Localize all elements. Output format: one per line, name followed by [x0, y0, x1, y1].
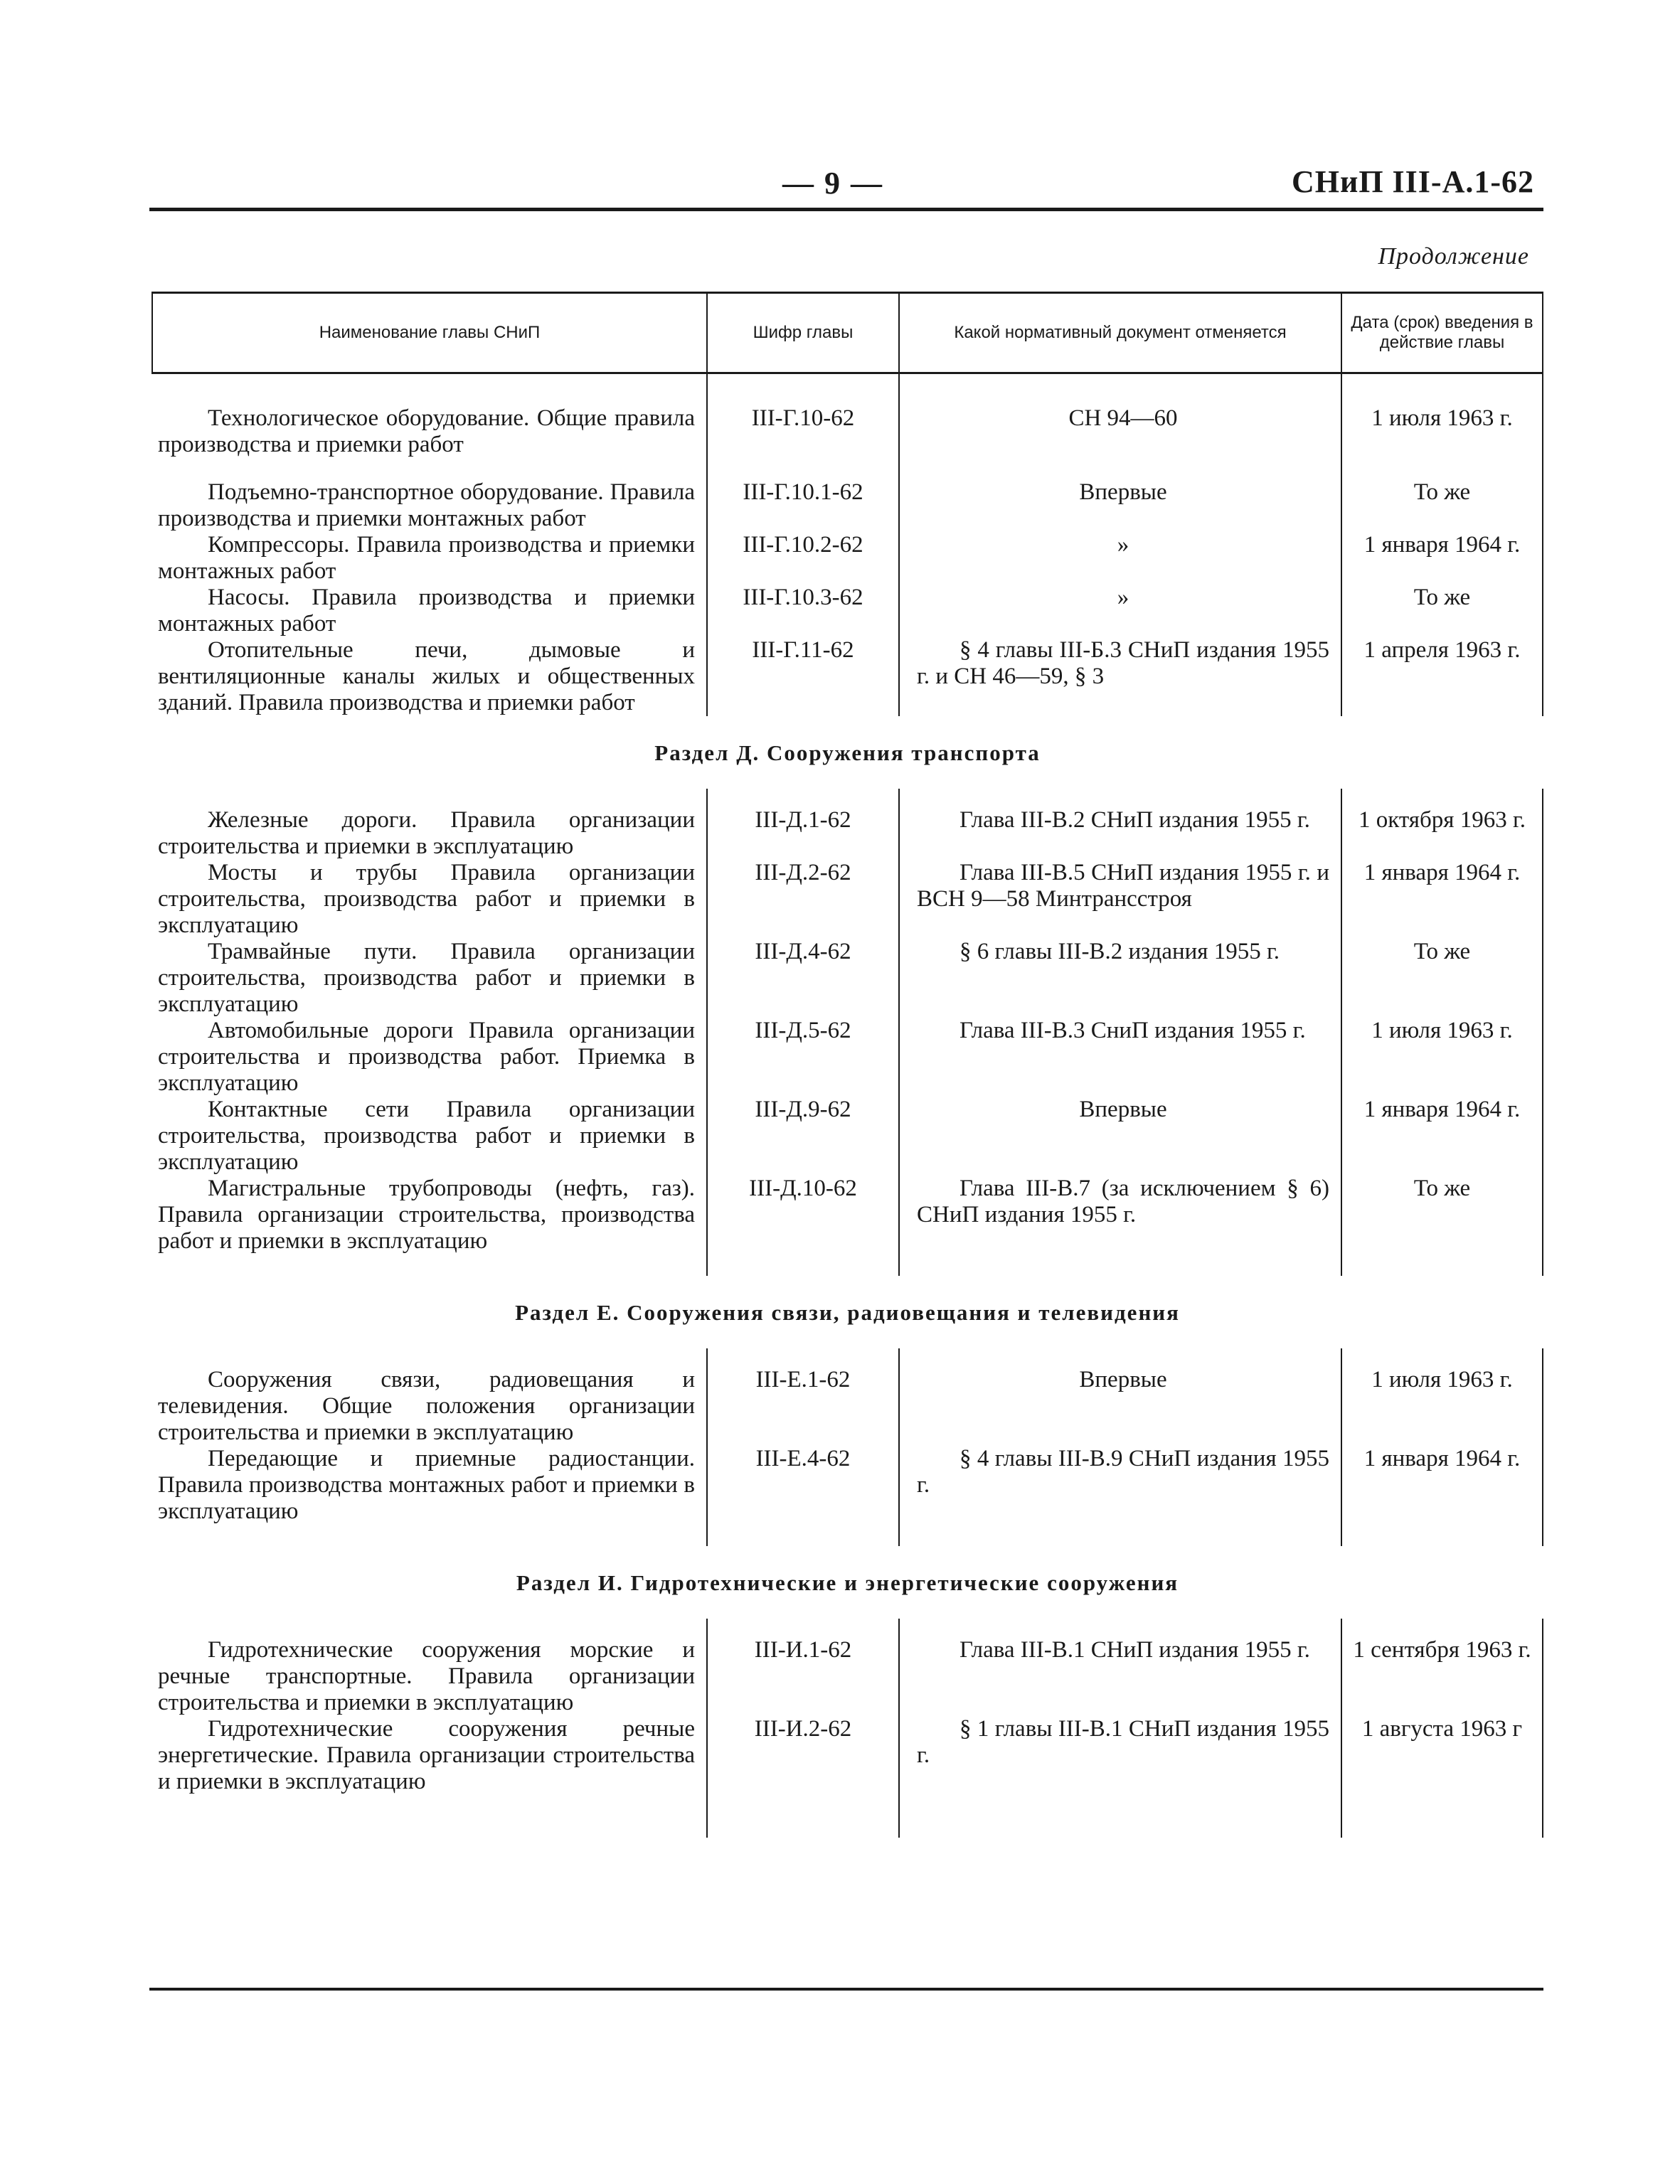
chapter-code: III-Д.2-62 [707, 860, 899, 939]
replaced-document: § 1 главы III-В.1 СНиП издания 1955 г. [899, 1716, 1341, 1838]
chapter-code: III-Е.4-62 [707, 1446, 899, 1546]
table-row [152, 373, 1543, 480]
table-row [152, 532, 1543, 585]
chapter-name: Трамвайные пути. Правила организации строительства, производства работ и приемки в эксплуатацию [158, 939, 695, 1017]
table-row [152, 1097, 1543, 1176]
table-row [152, 1716, 1543, 1838]
header-rule [149, 208, 1543, 211]
replaced-document: Впервые [899, 1348, 1341, 1446]
effective-date: 1 сентября 1963 г. [1341, 1619, 1543, 1716]
table-row [152, 1446, 1543, 1546]
effective-date: 1 апреля 1963 г. [1341, 637, 1543, 716]
document-code: СНиП III-А.1-62 [1291, 164, 1534, 199]
page-number: — 9 — [782, 166, 883, 201]
replaced-document: СН 94—60 [899, 373, 1341, 480]
replaced-document: § 6 главы III-В.2 издания 1955 г. [899, 939, 1341, 1018]
chapter-code: III-Д.9-62 [707, 1097, 899, 1176]
replaced-document: » [899, 532, 1341, 585]
chapter-code: III-Д.4-62 [707, 939, 899, 1018]
replaced-document: § 4 главы III-Б.3 СНиП издания 1955 г. и СН 46—59, § 3 [899, 637, 1341, 716]
effective-date: 1 июля 1963 г. [1341, 373, 1543, 480]
chapter-name: Мосты и трубы Правила организации строительства, производства работ и приемки в эксплуатацию [158, 860, 695, 938]
section-heading-row [152, 1276, 1543, 1348]
effective-date: 1 августа 1963 г [1341, 1716, 1543, 1838]
replaced-document: Глава III-В.1 СНиП издания 1955 г. [899, 1619, 1341, 1716]
table-row [152, 585, 1543, 637]
chapter-code: III-Д.1-62 [707, 789, 899, 860]
chapter-code: III-Г.10.1-62 [707, 479, 899, 532]
section-heading-row [152, 1546, 1543, 1619]
effective-date: 1 января 1964 г. [1341, 1446, 1543, 1546]
normative-table [151, 292, 1543, 1838]
chapter-name: Сооружения связи, радиовещания и телевидения. Общие положения организации строительства и приемки в эксплуатацию [158, 1367, 695, 1445]
replaced-document: Впервые [899, 1097, 1341, 1176]
replaced-document: Впервые [899, 479, 1341, 532]
effective-date: 1 июля 1963 г. [1341, 1018, 1543, 1097]
effective-date: 1 января 1964 г. [1341, 1097, 1543, 1176]
chapter-code: III-И.1-62 [707, 1619, 899, 1716]
chapter-name: Контактные сети Правила организации строительства, производства работ и приемки в эксплуатацию [158, 1097, 695, 1175]
chapter-code: III-Д.10-62 [707, 1176, 899, 1276]
table-row [152, 1619, 1543, 1716]
chapter-name: Железные дороги. Правила организации строительства и приемки в эксплуатацию [158, 807, 695, 859]
chapter-name: Магистральные трубопроводы (нефть, газ). Правила организации строительства, производства работ и приемки в эксплуатацию [158, 1176, 695, 1254]
table-row [152, 1176, 1543, 1276]
chapter-code: III-Г.11-62 [707, 637, 899, 716]
section-title: Раздел И. Гидротехнические и энергетические сооружения [516, 1570, 1179, 1595]
chapter-code: III-Д.5-62 [707, 1018, 899, 1097]
table-bottom-rule [149, 1988, 1543, 1991]
chapter-name: Гидротехнические сооружения морские и речные транспортные. Правила организации строительства и приемки в эксплуатацию [158, 1637, 695, 1715]
table-row [152, 1348, 1543, 1446]
table-row [152, 860, 1543, 939]
effective-date: То же [1341, 1176, 1543, 1276]
section-title: Раздел Е. Сооружения связи, радиовещания и телевидения [515, 1299, 1180, 1325]
chapter-name: Подъемно-транспортное оборудование. Правила производства и приемки монтажных работ [158, 479, 695, 531]
chapter-name: Насосы. Правила производства и приемки монтажных работ [158, 585, 695, 636]
table-header-row [152, 293, 1543, 373]
replaced-document: Глава III-В.3 СниП издания 1955 г. [899, 1018, 1341, 1097]
column-header-document: Какой нормативный документ отменяется [899, 293, 1341, 373]
chapter-name: Передающие и приемные радиостанции. Правила производства монтажных работ и приемки в эксплуатацию [158, 1446, 695, 1524]
chapter-name: Технологическое оборудование. Общие правила производства и приемки работ [158, 405, 695, 457]
effective-date: То же [1341, 479, 1543, 532]
section-title: Раздел Д. Сооружения транспорта [654, 740, 1041, 765]
chapter-code: III-Г.10.3-62 [707, 585, 899, 637]
column-header-code: Шифр главы [707, 293, 899, 373]
effective-date: 1 января 1964 г. [1341, 532, 1543, 585]
replaced-document: » [899, 585, 1341, 637]
chapter-code: III-Г.10-62 [707, 373, 899, 480]
effective-date: 1 января 1964 г. [1341, 860, 1543, 939]
chapter-code: III-Г.10.2-62 [707, 532, 899, 585]
chapter-name: Автомобильные дороги Правила организации строительства и производства работ. Приемка в эксплуатацию [158, 1018, 695, 1096]
replaced-document: Глава III-В.5 СНиП издания 1955 г. и ВСН 9—58 Минтрансстроя [899, 860, 1341, 939]
chapter-code: III-Е.1-62 [707, 1348, 899, 1446]
section-heading-row [152, 716, 1543, 789]
table-row [152, 637, 1543, 716]
column-header-date: Дата (срок) введения в действие главы [1341, 293, 1543, 373]
chapter-name: Компрессоры. Правила производства и приемки монтажных работ [158, 532, 695, 584]
replaced-document: § 4 главы III-В.9 СНиП издания 1955 г. [899, 1446, 1341, 1546]
chapter-name: Гидротехнические сооружения речные энергетические. Правила организации строительства и приемки в эксплуатацию [158, 1716, 695, 1794]
effective-date: То же [1341, 585, 1543, 637]
continuation-label: Продолжение [1378, 243, 1529, 270]
effective-date: То же [1341, 939, 1543, 1018]
table-row [152, 789, 1543, 860]
table-row [152, 1018, 1543, 1097]
table-row [152, 939, 1543, 1018]
effective-date: 1 октября 1963 г. [1341, 789, 1543, 860]
table-row [152, 479, 1543, 532]
replaced-document: Глава III-В.7 (за исключением § 6) СНиП издания 1955 г. [899, 1176, 1341, 1276]
effective-date: 1 июля 1963 г. [1341, 1348, 1543, 1446]
column-header-name: Наименование главы СНиП [152, 293, 707, 373]
chapter-name: Отопительные печи, дымовые и вентиляционные каналы жилых и общественных зданий. Правила производства и приемки работ [158, 637, 695, 715]
replaced-document: Глава III-В.2 СНиП издания 1955 г. [899, 789, 1341, 860]
chapter-code: III-И.2-62 [707, 1716, 899, 1838]
